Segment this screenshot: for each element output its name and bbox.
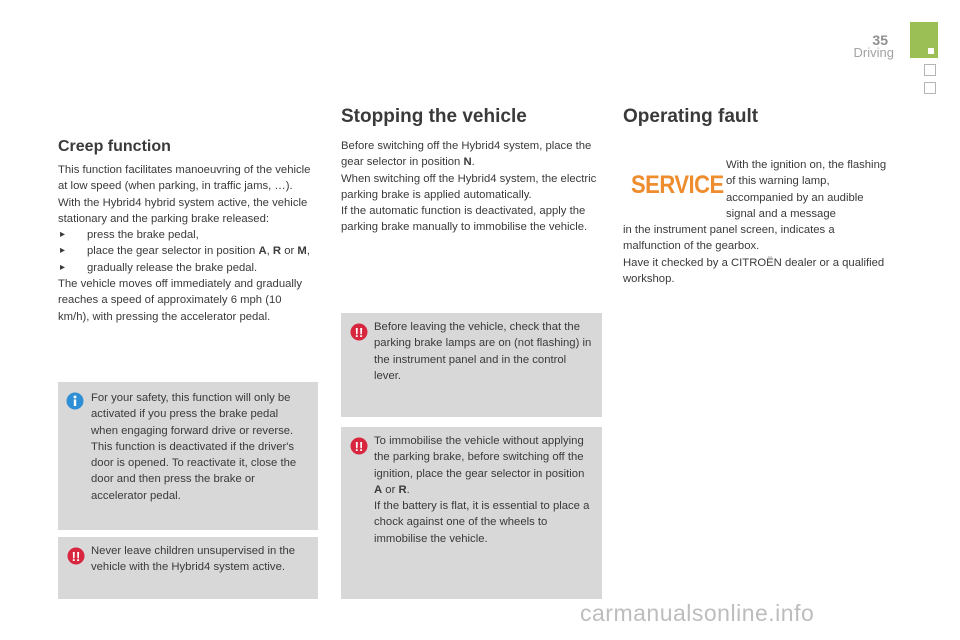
warning-box (341, 313, 602, 417)
stopping-p1: Before switching off the Hybrid4 system, place the gear selector in position N. (341, 140, 592, 169)
list-item: ▸ press the brake pedal, (58, 227, 316, 243)
chapter-title: Driving (853, 45, 894, 60)
info-icon (66, 392, 84, 410)
page-number: 35 (872, 32, 888, 48)
stopping-p3: If the automatic function is deactivated, apply the parking brake manually to immobilise the vehicle. (341, 205, 588, 234)
warning-box (341, 427, 602, 599)
warning-text: Before leaving the vehicle, check that the parking brake lamps are on (not flashing) in the instrument panel and in the control lever. (374, 321, 592, 382)
list-item: ▸ place the gear selector in position A, R or M, (58, 243, 316, 259)
chevron-icon: ▸ (60, 245, 66, 257)
chevron-icon: ▸ (60, 229, 66, 241)
list-item: ▸ gradually release the brake pedal. (58, 260, 316, 276)
info-box (58, 382, 318, 530)
fault-body (623, 222, 893, 287)
fault-p2: Have it checked by a CITROËN dealer or a qualified workshop. (623, 256, 885, 285)
warning-icon (66, 547, 86, 565)
square-outline-icon (924, 64, 936, 76)
creep-outro: The vehicle moves off immediately and gradually reaches a speed of approximately 6 mph (10 km/h), with pressing the accelerator pedal. (58, 278, 303, 323)
tab-marker-icon (928, 48, 934, 54)
warning-text: To immobilise the vehicle without applying the parking brake, before switching off the ignition, place the gear selector in position A or R. If the battery is flat, it is essential to place a chock against one of the wheels to immobilise the vehicle. (374, 435, 590, 545)
creep-heading: Creep function (58, 138, 171, 155)
info-text: For your safety, this function will only be activated if you press the brake pedal when engaging forward drive or reverse. This function is deactivated if the driver's door is opened. To reactivate it, close the door and then press the brake or accelerator pedal. (91, 392, 297, 502)
svg-text:!!: !! (71, 549, 81, 564)
stopping-heading: Stopping the vehicle (341, 106, 527, 127)
fault-heading: Operating fault (623, 106, 759, 127)
chevron-icon: ▸ (60, 261, 66, 273)
creep-intro-1: This function facilitates manoeuvring of the vehicle at low speed (when parking, in traffic jams, …). (58, 164, 311, 193)
service-warning-icon: SERVICE (631, 170, 724, 199)
svg-text:!!: !! (354, 439, 364, 454)
warning-text: Never leave children unsupervised in the vehicle with the Hybrid4 system active. (91, 545, 296, 574)
creep-body (58, 162, 316, 325)
stopping-p2: When switching off the Hybrid4 system, the electric parking brake is applied automatically. (341, 172, 597, 201)
fault-p1: With the ignition on, the flashing of this warning lamp, accompanied by an audible signal and a message (726, 159, 887, 220)
stopping-body (341, 138, 599, 236)
square-outline-icon (924, 82, 936, 94)
watermark: carmanualsonline.info (580, 600, 815, 626)
creep-intro-2: With the Hybrid4 hybrid system active, the vehicle stationary and the parking brake released: (58, 196, 308, 225)
svg-text:!!: !! (354, 325, 364, 340)
warning-icon (349, 437, 369, 455)
fault-p1-cont: in the instrument panel screen, indicates a malfunction of the gearbox. (623, 224, 835, 253)
chapter-tab (910, 22, 938, 58)
warning-box (58, 537, 318, 599)
warning-icon (349, 323, 369, 341)
